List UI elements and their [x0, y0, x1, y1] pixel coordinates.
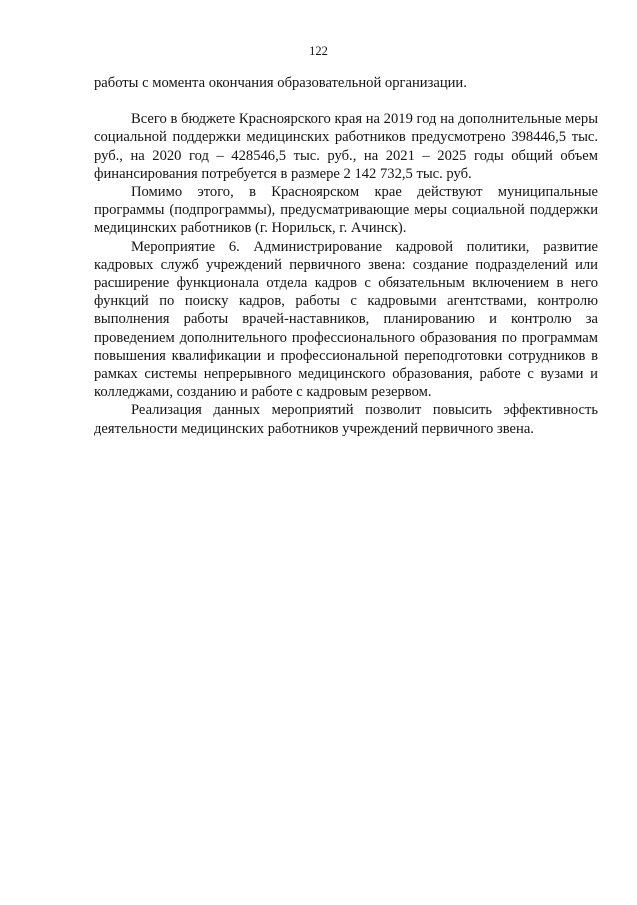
paragraph-implementation: Реализация данных мероприятий позволит повысить эффективность деятельности медицинских работников учреждений первичного звена.: [94, 402, 598, 437]
paragraph-continuation: работы с момента окончания образовательной организации.: [94, 75, 467, 91]
paragraph-municipal-programs: Помимо этого, в Красноярском крае действуют муниципальные программы (подпрограммы), предусматривающие меры социальной поддержки медицинских работников (г. Норильск, г. Ачинск).: [94, 184, 598, 237]
paragraph-budget: Всего в бюджете Красноярского края на 2019 год на дополнительные меры социальной поддержки медицинских работников предусмотрено 398446,5 тыс. руб., на 2020 год – 428546,5 тыс. руб., на 2021 – 2025 годы общий объем финансирования потребуется в размере 2 142 732,5 тыс. руб.: [94, 111, 598, 182]
paragraph-measure-6: Мероприятие 6. Администрирование кадровой политики, развитие кадровых служб учреждений первичного звена: создание подразделений или расширение функционала отдела кадров с обязательным включением в него функций по поиску кадров, работы с кадровыми агентствами, контролю выполнения работы врачей-наставников, планированию и контролю за проведением дополнительного профессионального образования по программам повышения квалификации и профессиональной переподготовки сотрудников в рамках системы непрерывного медицинского образования, работе с вузами и колледжами, созданию и работе с кадровым резервом.: [94, 238, 598, 401]
page-number: 122: [309, 44, 328, 58]
paragraph-gap: [94, 92, 598, 110]
document-body: [94, 74, 598, 438]
